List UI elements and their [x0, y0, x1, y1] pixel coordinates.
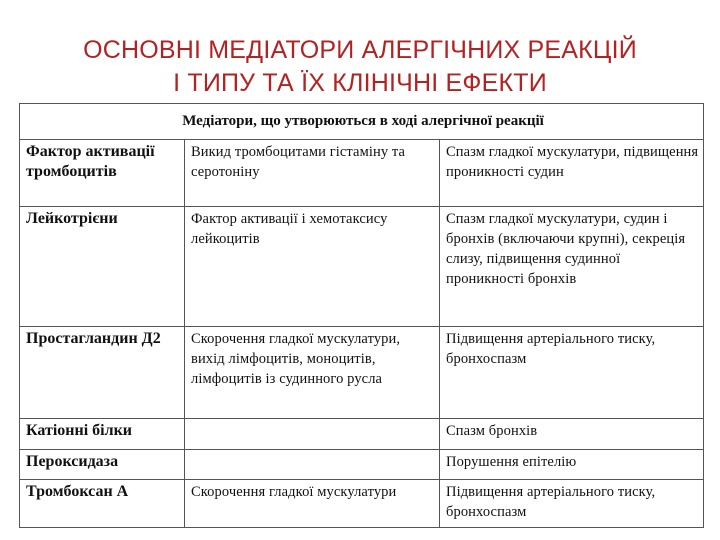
table-header: Медіатори, що утворюються в ході алергічної реакції	[20, 104, 704, 140]
title-line-2: І ТИПУ ТА ЇХ КЛІНІЧНІ ЕФЕКТИ	[173, 69, 547, 97]
effect-cell: Підвищення артеріального тиску, бронхоспазм	[440, 480, 704, 528]
title-line-1: ОСНОВНІ МЕДІАТОРИ АЛЕРГІЧНИХ РЕАКЦІЙ	[83, 36, 637, 64]
effect-cell: Спазм бронхів	[440, 419, 704, 450]
table-row	[20, 140, 704, 207]
effect-cell: Порушення епітелію	[440, 450, 704, 480]
mediator-cell: Пероксидаза	[20, 450, 185, 480]
action-cell	[185, 419, 440, 450]
action-cell	[185, 450, 440, 480]
mediator-cell: Простагландин Д2	[20, 327, 185, 419]
table-header-row	[20, 104, 704, 140]
table-row	[20, 450, 704, 480]
mediator-cell: Лейкотрієни	[20, 207, 185, 327]
page-title	[0, 34, 720, 100]
effect-cell: Спазм гладкої мускулатури, підвищення проникності судин	[440, 140, 704, 207]
table-row	[20, 480, 704, 528]
mediator-cell: Фактор активації тромбоцитів	[20, 140, 185, 207]
table-row	[20, 207, 704, 327]
mediator-cell: Катіонні білки	[20, 419, 185, 450]
mediators-table	[19, 103, 704, 528]
action-cell: Фактор активації і хемотаксису лейкоцитів	[185, 207, 440, 327]
table-row	[20, 327, 704, 419]
mediator-cell: Тромбоксан А	[20, 480, 185, 528]
action-cell: Скорочення гладкої мускулатури	[185, 480, 440, 528]
effect-cell: Спазм гладкої мускулатури, судин і бронхів (включаючи крупні), секреція слизу, підвищення судинної проникності бронхів	[440, 207, 704, 327]
table-row	[20, 419, 704, 450]
effect-cell: Підвищення артеріального тиску, бронхоспазм	[440, 327, 704, 419]
action-cell: Викид тромбоцитами гістаміну та серотоніну	[185, 140, 440, 207]
action-cell: Скорочення гладкої мускулатури, вихід лімфоцитів, моноцитів, лімфоцитів із судинного русла	[185, 327, 440, 419]
